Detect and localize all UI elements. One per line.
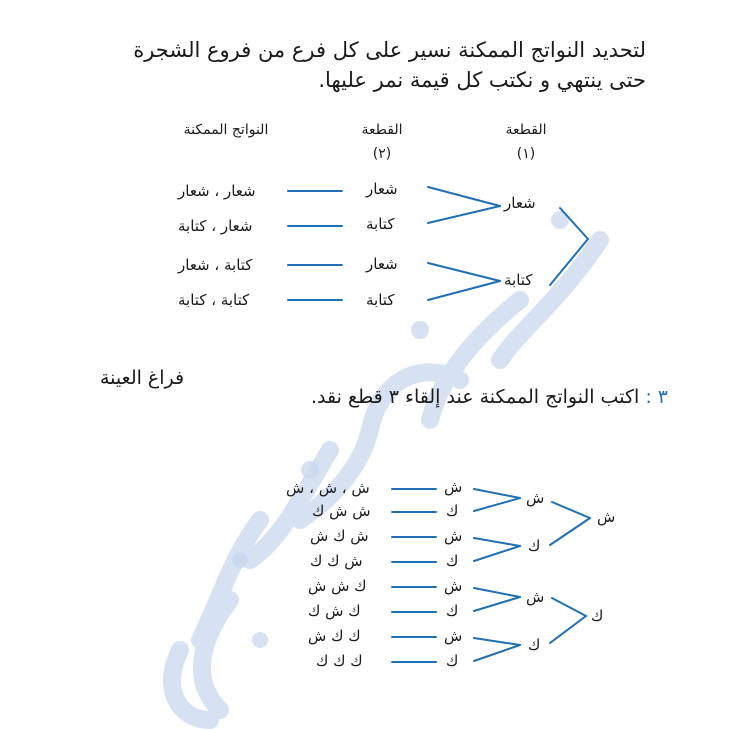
- header-piece-2: القطعة: [361, 122, 403, 138]
- header-outcomes: النواتج الممكنة: [183, 122, 269, 138]
- header-piece-2-number: (٢): [372, 146, 392, 162]
- tree2-branch: [474, 546, 520, 561]
- tree2-branch: [474, 597, 520, 611]
- tree1-outcome: كتابة ، شعار: [178, 256, 253, 274]
- header-piece-1-number: (١): [516, 146, 536, 162]
- tree1-outcome: شعار ، شعار: [178, 182, 256, 200]
- tree2-outcome: ك ك ش: [308, 627, 361, 645]
- tree2-branch: [474, 489, 520, 498]
- tree2-outcome: ش ش ك: [312, 502, 371, 520]
- tree2-level3-node: ك: [446, 552, 459, 570]
- tree1-branch: [428, 281, 500, 300]
- question-text: اكتب النواتج الممكنة عند إلقاء ٣ قطع نقد.: [311, 386, 640, 408]
- tree2-branch: [474, 645, 520, 661]
- question-number: ٣ :: [645, 386, 668, 408]
- tree2-level3-node: ش: [444, 527, 463, 545]
- tree2-level2-node: ش: [526, 489, 545, 507]
- tree2-outcome: ش ، ش ، ش: [286, 479, 370, 497]
- tree2-branch: [550, 616, 586, 643]
- tree1-outcome: كتابة ، كتابة: [178, 291, 250, 309]
- tree1-level2-node: شعار: [366, 255, 398, 273]
- tree1-level1-node: كتابة: [504, 271, 533, 289]
- tree2-level1-node: ش: [597, 508, 616, 526]
- tree2-level3-node: ك: [446, 502, 459, 520]
- tree1-level2-node: كتابة: [366, 291, 395, 309]
- tree2-level2-node: ش: [526, 588, 545, 606]
- tree2-level3-node: ش: [444, 627, 463, 645]
- tree2-level1-node: ك: [591, 607, 604, 625]
- tree2-branch: [552, 502, 590, 518]
- tree2-outcome: ش ك ك: [310, 552, 363, 570]
- tree2-outcome: ش ك ش: [310, 527, 369, 545]
- tree2-branch: [474, 498, 520, 511]
- tree1-branch: [428, 263, 500, 281]
- intro-line-2: حتى ينتهي و نكتب كل قيمة نمر عليها.: [318, 68, 646, 92]
- tree2-level3-node: ك: [446, 602, 459, 620]
- tree2-level2-node: ك: [528, 636, 541, 654]
- tree2-level3-node: ك: [446, 652, 459, 670]
- tree2-branch: [474, 588, 520, 597]
- tree1-outcome: شعار ، كتابة: [178, 217, 253, 235]
- tree2-outcome: ك ش ك: [308, 602, 361, 620]
- sample-space-label: فراغ العينة: [100, 367, 185, 389]
- tree1-branch: [428, 206, 500, 223]
- tree2-outcome: ك ش ش: [308, 577, 367, 595]
- tree2-level3-node: ش: [444, 478, 463, 496]
- tree2-level2-node: ك: [528, 537, 541, 555]
- tree2-level3-node: ش: [444, 577, 463, 595]
- tree1-level2-node: كتابة: [366, 215, 395, 233]
- tree1-level2-node: شعار: [366, 180, 398, 198]
- tree1-branch: [560, 208, 588, 239]
- tree2-outcome: ك ك ك: [316, 652, 363, 670]
- tree1-branch: [550, 239, 588, 285]
- tree2-branch: [550, 518, 590, 545]
- intro-line-1: لتحديد النواتج الممكنة نسير على كل فرع من فروع الشجرة: [133, 38, 646, 62]
- tree2-branch: [552, 598, 586, 616]
- header-piece-1: القطعة: [505, 122, 547, 138]
- tree1-branch: [428, 187, 500, 206]
- tree2-branch: [474, 638, 520, 645]
- tree2-branch: [474, 538, 520, 546]
- tree1-level1-node: شعار: [504, 194, 536, 212]
